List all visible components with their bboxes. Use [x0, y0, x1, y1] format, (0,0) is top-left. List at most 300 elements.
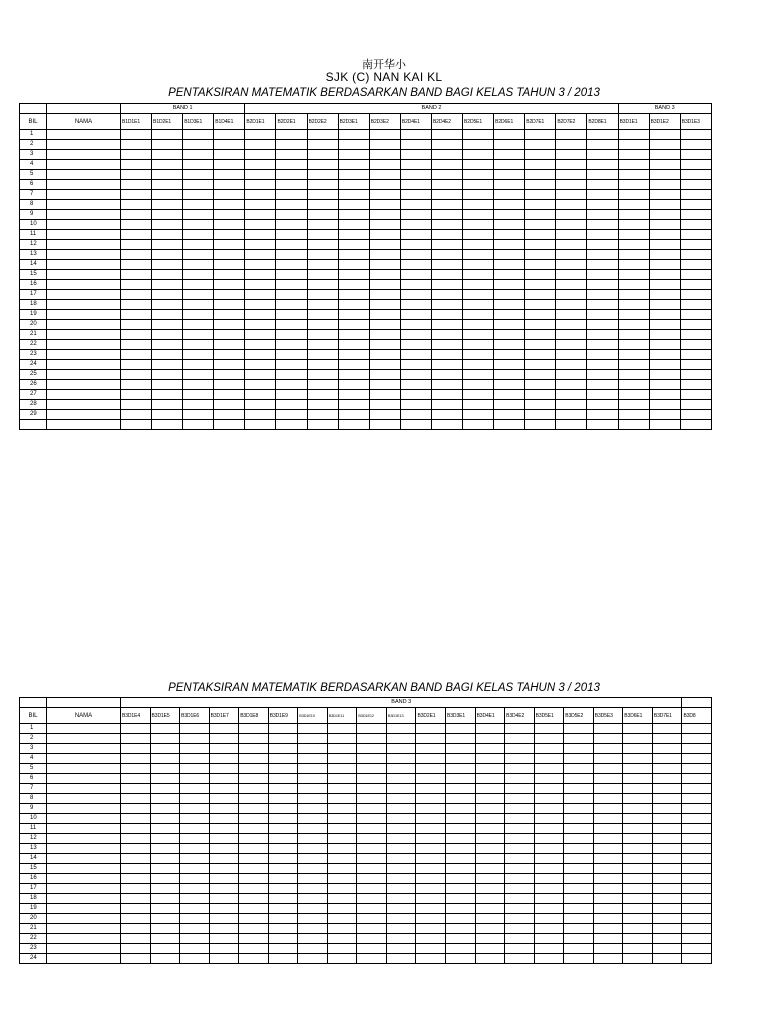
score-cell[interactable] [587, 370, 618, 380]
score-cell[interactable] [338, 200, 369, 210]
score-cell[interactable] [338, 370, 369, 380]
score-cell[interactable] [239, 824, 269, 834]
score-cell[interactable] [505, 824, 535, 834]
score-cell[interactable] [214, 320, 245, 330]
score-cell[interactable] [268, 734, 298, 744]
name-cell[interactable] [47, 240, 121, 250]
name-cell[interactable] [47, 884, 121, 894]
score-cell[interactable] [268, 724, 298, 734]
score-cell[interactable] [475, 954, 505, 964]
score-cell[interactable] [431, 150, 462, 160]
score-cell[interactable] [494, 190, 525, 200]
score-cell[interactable] [214, 250, 245, 260]
score-cell[interactable] [680, 290, 711, 300]
score-cell[interactable] [618, 140, 649, 150]
score-cell[interactable] [183, 200, 214, 210]
score-cell[interactable] [214, 280, 245, 290]
score-cell[interactable] [327, 954, 357, 964]
score-cell[interactable] [416, 834, 446, 844]
score-cell[interactable] [276, 130, 307, 140]
score-cell[interactable] [556, 380, 587, 390]
score-cell[interactable] [494, 410, 525, 420]
score-cell[interactable] [649, 400, 680, 410]
score-cell[interactable] [214, 350, 245, 360]
score-cell[interactable] [245, 240, 276, 250]
score-cell[interactable] [298, 914, 328, 924]
score-cell[interactable] [494, 380, 525, 390]
score-cell[interactable] [525, 330, 556, 340]
score-cell[interactable] [416, 754, 446, 764]
score-cell[interactable] [525, 320, 556, 330]
score-cell[interactable] [307, 270, 338, 280]
score-cell[interactable] [618, 310, 649, 320]
score-cell[interactable] [682, 924, 712, 934]
name-cell[interactable] [47, 824, 121, 834]
score-cell[interactable] [386, 724, 416, 734]
score-cell[interactable] [556, 240, 587, 250]
score-cell[interactable] [431, 290, 462, 300]
score-cell[interactable] [357, 894, 387, 904]
score-cell[interactable] [338, 360, 369, 370]
score-cell[interactable] [369, 160, 400, 170]
score-cell[interactable] [121, 130, 152, 140]
score-cell[interactable] [682, 804, 712, 814]
score-cell[interactable] [534, 754, 564, 764]
score-cell[interactable] [338, 420, 369, 430]
score-cell[interactable] [564, 894, 594, 904]
score-cell[interactable] [150, 794, 180, 804]
score-cell[interactable] [400, 180, 431, 190]
score-cell[interactable] [556, 210, 587, 220]
score-cell[interactable] [682, 944, 712, 954]
score-cell[interactable] [357, 884, 387, 894]
score-cell[interactable] [121, 864, 151, 874]
score-cell[interactable] [209, 854, 239, 864]
name-cell[interactable] [47, 814, 121, 824]
score-cell[interactable] [214, 270, 245, 280]
score-cell[interactable] [618, 400, 649, 410]
score-cell[interactable] [618, 320, 649, 330]
score-cell[interactable] [618, 270, 649, 280]
score-cell[interactable] [416, 814, 446, 824]
name-cell[interactable] [47, 370, 121, 380]
score-cell[interactable] [214, 220, 245, 230]
score-cell[interactable] [150, 954, 180, 964]
score-cell[interactable] [534, 934, 564, 944]
score-cell[interactable] [446, 864, 476, 874]
score-cell[interactable] [239, 724, 269, 734]
score-cell[interactable] [475, 774, 505, 784]
score-cell[interactable] [121, 310, 152, 320]
score-cell[interactable] [121, 300, 152, 310]
score-cell[interactable] [534, 724, 564, 734]
score-cell[interactable] [587, 320, 618, 330]
score-cell[interactable] [593, 764, 623, 774]
score-cell[interactable] [338, 170, 369, 180]
score-cell[interactable] [327, 844, 357, 854]
score-cell[interactable] [338, 300, 369, 310]
score-cell[interactable] [386, 934, 416, 944]
score-cell[interactable] [357, 814, 387, 824]
score-cell[interactable] [505, 894, 535, 904]
score-cell[interactable] [307, 410, 338, 420]
score-cell[interactable] [209, 884, 239, 894]
name-cell[interactable] [47, 774, 121, 784]
score-cell[interactable] [239, 854, 269, 864]
score-cell[interactable] [564, 754, 594, 764]
score-cell[interactable] [649, 320, 680, 330]
score-cell[interactable] [446, 954, 476, 964]
score-cell[interactable] [463, 400, 494, 410]
score-cell[interactable] [245, 160, 276, 170]
score-cell[interactable] [214, 290, 245, 300]
score-cell[interactable] [475, 744, 505, 754]
score-cell[interactable] [475, 814, 505, 824]
score-cell[interactable] [652, 864, 682, 874]
score-cell[interactable] [338, 230, 369, 240]
score-cell[interactable] [652, 874, 682, 884]
score-cell[interactable] [494, 350, 525, 360]
score-cell[interactable] [564, 764, 594, 774]
score-cell[interactable] [463, 350, 494, 360]
score-cell[interactable] [121, 954, 151, 964]
score-cell[interactable] [564, 864, 594, 874]
score-cell[interactable] [623, 784, 653, 794]
score-cell[interactable] [400, 340, 431, 350]
score-cell[interactable] [431, 320, 462, 330]
score-cell[interactable] [400, 250, 431, 260]
score-cell[interactable] [245, 290, 276, 300]
score-cell[interactable] [357, 724, 387, 734]
score-cell[interactable] [180, 824, 210, 834]
score-cell[interactable] [183, 400, 214, 410]
score-cell[interactable] [121, 734, 151, 744]
score-cell[interactable] [357, 754, 387, 764]
score-cell[interactable] [416, 854, 446, 864]
score-cell[interactable] [446, 824, 476, 834]
name-cell[interactable] [47, 190, 121, 200]
score-cell[interactable] [416, 874, 446, 884]
score-cell[interactable] [386, 944, 416, 954]
score-cell[interactable] [494, 210, 525, 220]
score-cell[interactable] [623, 774, 653, 784]
score-cell[interactable] [180, 894, 210, 904]
score-cell[interactable] [239, 814, 269, 824]
score-cell[interactable] [276, 210, 307, 220]
score-cell[interactable] [121, 874, 151, 884]
score-cell[interactable] [680, 260, 711, 270]
score-cell[interactable] [386, 874, 416, 884]
score-cell[interactable] [268, 864, 298, 874]
score-cell[interactable] [276, 310, 307, 320]
score-cell[interactable] [338, 250, 369, 260]
score-cell[interactable] [587, 190, 618, 200]
score-cell[interactable] [680, 350, 711, 360]
score-cell[interactable] [268, 794, 298, 804]
score-cell[interactable] [150, 764, 180, 774]
score-cell[interactable] [152, 190, 183, 200]
score-cell[interactable] [431, 280, 462, 290]
score-cell[interactable] [587, 140, 618, 150]
score-cell[interactable] [121, 944, 151, 954]
score-cell[interactable] [593, 944, 623, 954]
score-cell[interactable] [623, 884, 653, 894]
score-cell[interactable] [587, 150, 618, 160]
score-cell[interactable] [307, 420, 338, 430]
score-cell[interactable] [587, 160, 618, 170]
score-cell[interactable] [505, 904, 535, 914]
score-cell[interactable] [682, 874, 712, 884]
score-cell[interactable] [152, 300, 183, 310]
score-cell[interactable] [245, 310, 276, 320]
score-cell[interactable] [682, 734, 712, 744]
name-cell[interactable] [47, 300, 121, 310]
score-cell[interactable] [534, 744, 564, 754]
score-cell[interactable] [682, 764, 712, 774]
score-cell[interactable] [276, 270, 307, 280]
score-cell[interactable] [494, 240, 525, 250]
score-cell[interactable] [369, 250, 400, 260]
score-cell[interactable] [180, 904, 210, 914]
score-cell[interactable] [245, 250, 276, 260]
score-cell[interactable] [245, 300, 276, 310]
score-cell[interactable] [680, 200, 711, 210]
name-cell[interactable] [47, 390, 121, 400]
score-cell[interactable] [121, 390, 152, 400]
score-cell[interactable] [618, 370, 649, 380]
score-cell[interactable] [327, 764, 357, 774]
score-cell[interactable] [416, 904, 446, 914]
score-cell[interactable] [593, 954, 623, 964]
score-cell[interactable] [463, 240, 494, 250]
score-cell[interactable] [564, 824, 594, 834]
score-cell[interactable] [369, 210, 400, 220]
score-cell[interactable] [121, 250, 152, 260]
score-cell[interactable] [239, 804, 269, 814]
score-cell[interactable] [298, 894, 328, 904]
score-cell[interactable] [587, 210, 618, 220]
score-cell[interactable] [564, 924, 594, 934]
score-cell[interactable] [618, 190, 649, 200]
score-cell[interactable] [534, 894, 564, 904]
score-cell[interactable] [587, 400, 618, 410]
score-cell[interactable] [307, 350, 338, 360]
score-cell[interactable] [446, 784, 476, 794]
score-cell[interactable] [446, 904, 476, 914]
score-cell[interactable] [525, 360, 556, 370]
score-cell[interactable] [180, 794, 210, 804]
score-cell[interactable] [652, 924, 682, 934]
score-cell[interactable] [652, 814, 682, 824]
score-cell[interactable] [463, 210, 494, 220]
score-cell[interactable] [556, 320, 587, 330]
score-cell[interactable] [649, 370, 680, 380]
score-cell[interactable] [239, 754, 269, 764]
score-cell[interactable] [357, 874, 387, 884]
score-cell[interactable] [298, 784, 328, 794]
score-cell[interactable] [209, 834, 239, 844]
score-cell[interactable] [369, 280, 400, 290]
score-cell[interactable] [327, 914, 357, 924]
score-cell[interactable] [618, 390, 649, 400]
score-cell[interactable] [682, 794, 712, 804]
score-cell[interactable] [623, 814, 653, 824]
score-cell[interactable] [680, 230, 711, 240]
score-cell[interactable] [680, 150, 711, 160]
score-cell[interactable] [268, 764, 298, 774]
score-cell[interactable] [556, 310, 587, 320]
score-cell[interactable] [564, 944, 594, 954]
score-cell[interactable] [556, 290, 587, 300]
score-cell[interactable] [276, 410, 307, 420]
score-cell[interactable] [416, 844, 446, 854]
score-cell[interactable] [618, 360, 649, 370]
score-cell[interactable] [276, 280, 307, 290]
score-cell[interactable] [475, 804, 505, 814]
score-cell[interactable] [121, 290, 152, 300]
score-cell[interactable] [121, 894, 151, 904]
score-cell[interactable] [416, 894, 446, 904]
score-cell[interactable] [214, 240, 245, 250]
score-cell[interactable] [245, 390, 276, 400]
score-cell[interactable] [400, 410, 431, 420]
score-cell[interactable] [475, 784, 505, 794]
score-cell[interactable] [307, 220, 338, 230]
score-cell[interactable] [652, 854, 682, 864]
score-cell[interactable] [150, 924, 180, 934]
score-cell[interactable] [307, 250, 338, 260]
score-cell[interactable] [505, 734, 535, 744]
score-cell[interactable] [183, 320, 214, 330]
score-cell[interactable] [369, 190, 400, 200]
score-cell[interactable] [369, 330, 400, 340]
score-cell[interactable] [183, 240, 214, 250]
score-cell[interactable] [494, 130, 525, 140]
score-cell[interactable] [494, 250, 525, 260]
score-cell[interactable] [623, 844, 653, 854]
score-cell[interactable] [276, 400, 307, 410]
score-cell[interactable] [682, 914, 712, 924]
score-cell[interactable] [276, 300, 307, 310]
score-cell[interactable] [556, 420, 587, 430]
score-cell[interactable] [564, 884, 594, 894]
score-cell[interactable] [556, 170, 587, 180]
score-cell[interactable] [180, 934, 210, 944]
score-cell[interactable] [494, 220, 525, 230]
score-cell[interactable] [416, 934, 446, 944]
score-cell[interactable] [180, 844, 210, 854]
score-cell[interactable] [564, 784, 594, 794]
score-cell[interactable] [587, 240, 618, 250]
score-cell[interactable] [150, 864, 180, 874]
name-cell[interactable] [47, 904, 121, 914]
name-cell[interactable] [47, 954, 121, 964]
score-cell[interactable] [446, 924, 476, 934]
score-cell[interactable] [298, 814, 328, 824]
score-cell[interactable] [525, 400, 556, 410]
score-cell[interactable] [245, 210, 276, 220]
score-cell[interactable] [475, 754, 505, 764]
score-cell[interactable] [618, 250, 649, 260]
score-cell[interactable] [307, 310, 338, 320]
score-cell[interactable] [400, 350, 431, 360]
score-cell[interactable] [152, 160, 183, 170]
score-cell[interactable] [534, 884, 564, 894]
score-cell[interactable] [245, 340, 276, 350]
score-cell[interactable] [239, 944, 269, 954]
score-cell[interactable] [152, 140, 183, 150]
name-cell[interactable] [47, 290, 121, 300]
score-cell[interactable] [556, 260, 587, 270]
score-cell[interactable] [369, 320, 400, 330]
score-cell[interactable] [307, 160, 338, 170]
score-cell[interactable] [152, 230, 183, 240]
score-cell[interactable] [245, 350, 276, 360]
score-cell[interactable] [121, 140, 152, 150]
score-cell[interactable] [268, 904, 298, 914]
score-cell[interactable] [327, 884, 357, 894]
score-cell[interactable] [475, 944, 505, 954]
score-cell[interactable] [431, 370, 462, 380]
score-cell[interactable] [338, 330, 369, 340]
score-cell[interactable] [400, 240, 431, 250]
score-cell[interactable] [593, 924, 623, 934]
score-cell[interactable] [400, 210, 431, 220]
score-cell[interactable] [183, 290, 214, 300]
score-cell[interactable] [369, 150, 400, 160]
score-cell[interactable] [121, 924, 151, 934]
score-cell[interactable] [276, 420, 307, 430]
score-cell[interactable] [150, 934, 180, 944]
score-cell[interactable] [649, 410, 680, 420]
score-cell[interactable] [386, 834, 416, 844]
score-cell[interactable] [150, 774, 180, 784]
score-cell[interactable] [209, 754, 239, 764]
score-cell[interactable] [239, 884, 269, 894]
score-cell[interactable] [214, 370, 245, 380]
score-cell[interactable] [150, 944, 180, 954]
score-cell[interactable] [431, 400, 462, 410]
score-cell[interactable] [400, 290, 431, 300]
score-cell[interactable] [587, 130, 618, 140]
score-cell[interactable] [587, 360, 618, 370]
score-cell[interactable] [386, 924, 416, 934]
score-cell[interactable] [298, 884, 328, 894]
score-cell[interactable] [652, 794, 682, 804]
score-cell[interactable] [587, 290, 618, 300]
score-cell[interactable] [556, 390, 587, 400]
name-cell[interactable] [47, 140, 121, 150]
score-cell[interactable] [307, 130, 338, 140]
score-cell[interactable] [214, 390, 245, 400]
score-cell[interactable] [534, 864, 564, 874]
score-cell[interactable] [369, 350, 400, 360]
score-cell[interactable] [150, 904, 180, 914]
score-cell[interactable] [682, 934, 712, 944]
score-cell[interactable] [463, 220, 494, 230]
score-cell[interactable] [649, 330, 680, 340]
score-cell[interactable] [298, 834, 328, 844]
score-cell[interactable] [587, 350, 618, 360]
score-cell[interactable] [593, 744, 623, 754]
name-cell[interactable] [47, 874, 121, 884]
score-cell[interactable] [121, 360, 152, 370]
score-cell[interactable] [121, 240, 152, 250]
score-cell[interactable] [623, 734, 653, 744]
score-cell[interactable] [369, 360, 400, 370]
score-cell[interactable] [369, 220, 400, 230]
score-cell[interactable] [327, 904, 357, 914]
